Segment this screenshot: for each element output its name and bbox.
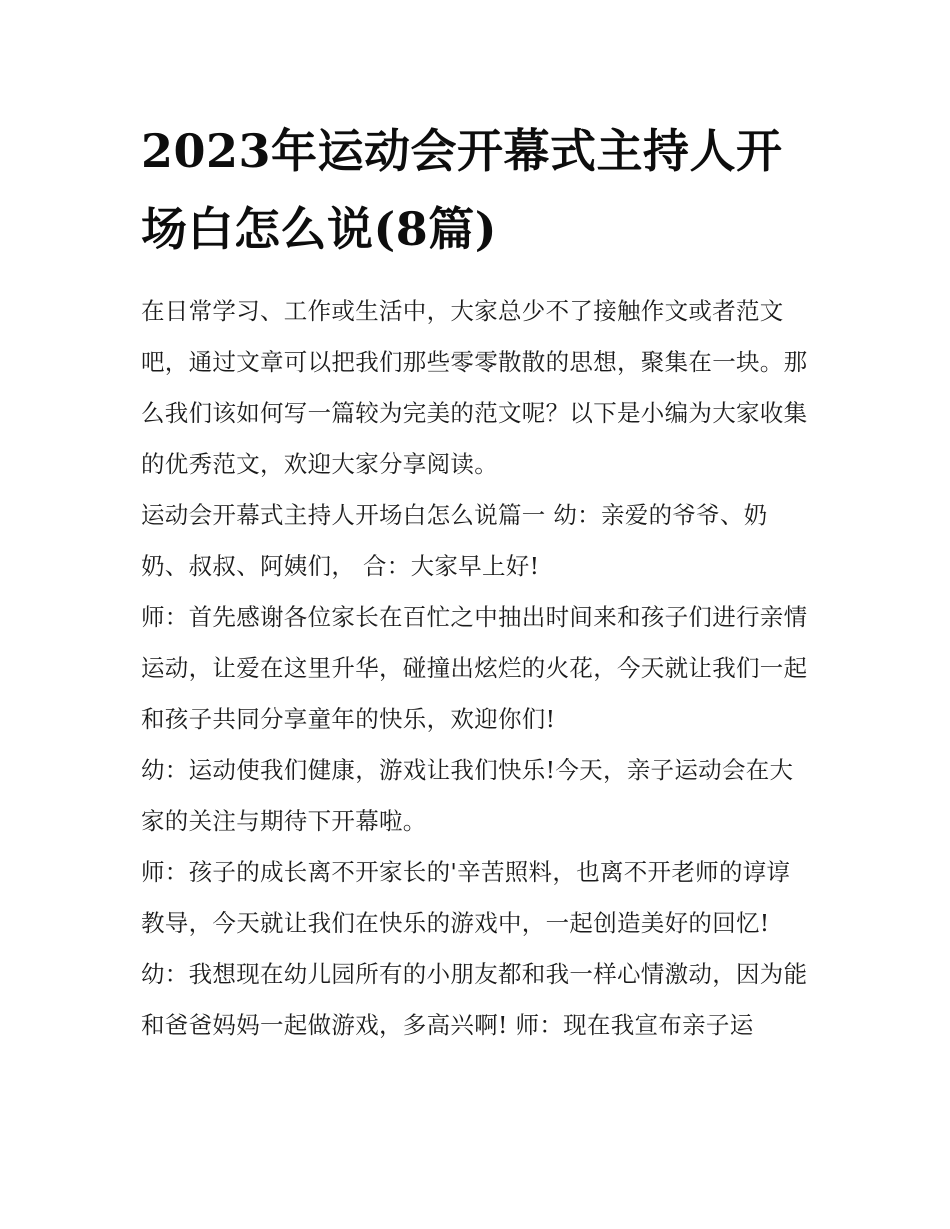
document-title: 2023年运动会开幕式主持人开场白怎么说(8篇)	[141, 124, 783, 256]
paragraph-child-sports: 幼：运动使我们健康，游戏让我们快乐!今天，亲子运动会在大家的关注与期待下开幕啦。	[141, 756, 794, 835]
paragraph-child-excited: 幼：我想现在幼儿园所有的小朋友都和我一样心情激动，因为能和爸爸妈妈一起做游戏，多高兴啊! 师：现在我宣布亲子运	[141, 960, 808, 1039]
paragraph-teacher-thanks: 师：首先感谢各位家长在百忙之中抽出时间来和孩子们进行亲情运动，让爱在这里升华，碰撞出炫烂的火花，今天就让我们一起和孩子共同分享童年的快乐，欢迎你们!	[141, 603, 808, 733]
paragraph-teacher-growth: 师：孩子的成长离不开家长的'辛苦照料，也离不开老师的谆谆教导，今天就让我们在快乐的游戏中，一起创造美好的回忆!	[141, 858, 791, 937]
paragraph-intro: 在日常学习、工作或生活中，大家总少不了接触作文或者范文吧，通过文章可以把我们那些零零散散的思想，聚集在一块。那么我们该如何写一篇较为完美的范文呢？以下是小编为大家收集的优秀范文，欢迎大家分享阅读。	[141, 297, 808, 478]
document-page	[141, 112, 813, 1051]
paragraph-section-one-opening: 运动会开幕式主持人开场白怎么说篇一 幼：亲爱的爷爷、奶奶、叔叔、阿姨们， 合：大家早上好!	[141, 501, 768, 580]
